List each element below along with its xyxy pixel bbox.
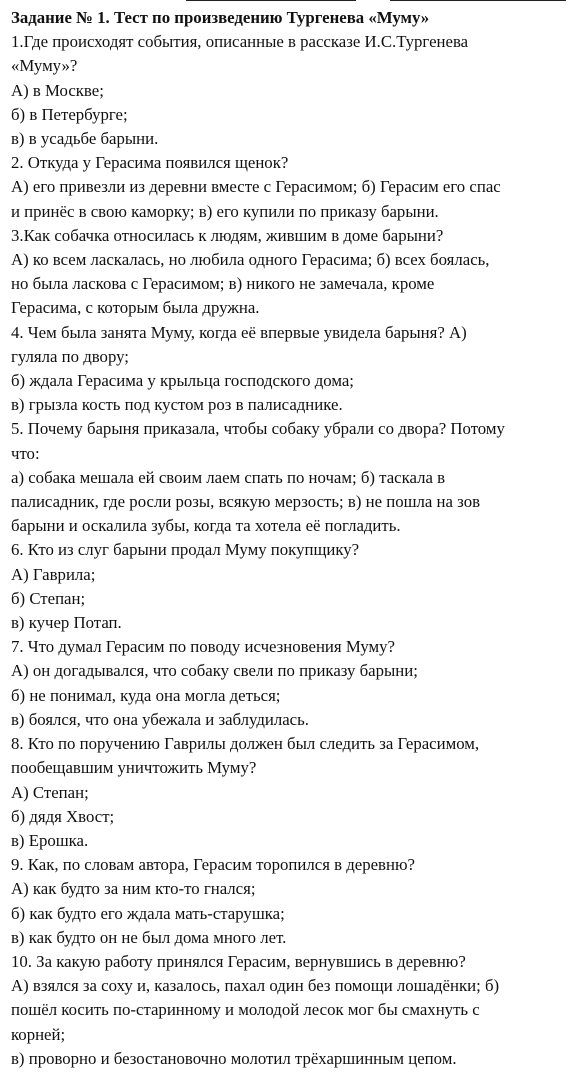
- text-line: А) он догадывался, что собаку свели по приказу барыни;: [11, 661, 418, 681]
- text-line: барыни и оскалила зубы, когда та хотела её погладить.: [11, 516, 401, 536]
- text-line: Герасима, с которым была дружна.: [11, 298, 260, 318]
- text-line: корней;: [11, 1024, 66, 1044]
- text-line: б) дядя Хвост;: [11, 806, 115, 826]
- text-line: 1.Где происходят события, описанные в рассказе И.С.Тургенева: [11, 32, 469, 52]
- text-line: б) как будто его ждала мать-старушка;: [11, 903, 285, 923]
- text-line: 9. Как, по словам автора, Герасим торопился в деревню?: [11, 855, 415, 875]
- text-line: в) как будто он не был дома много лет.: [11, 927, 287, 947]
- text-line: А) ко всем ласкалась, но любила одного Герасима; б) всех боялась,: [11, 250, 490, 270]
- text-line: палисадник, где росли розы, всякую мерзость; в) не пошла на зов: [11, 492, 481, 512]
- top-rule-right: [390, 0, 566, 1]
- text-line: 8. Кто по поручению Гаврилы должен был следить за Герасимом,: [11, 734, 480, 754]
- text-line: А) Гаврила;: [11, 564, 96, 584]
- document-body: [11, 30, 569, 1071]
- text-line: А) Степан;: [11, 782, 89, 802]
- text-line: в) кучер Потап.: [11, 613, 122, 633]
- text-line: 3.Как собачка относилась к людям, жившим в доме барыни?: [11, 225, 444, 245]
- top-rule-left: [186, 0, 356, 1]
- text-line: б) ждала Герасима у крыльца господского дома;: [11, 371, 354, 391]
- text-line: 7. Что думал Герасим по поводу исчезновения Муму?: [11, 637, 395, 657]
- text-line: но была ласкова с Герасимом; в) никого не замечала, кроме: [11, 274, 435, 294]
- text-line: в) в усадьбе барыни.: [11, 129, 159, 149]
- test-document: [11, 6, 569, 1071]
- text-line: в) Ерошка.: [11, 830, 89, 850]
- text-line: 2. Откуда у Герасима появился щенок?: [11, 153, 289, 173]
- text-line: в) грызла кость под кустом роз в палисаднике.: [11, 395, 343, 415]
- text-line: а) собака мешала ей своим лаем спать по ночам; б) таскала в: [11, 467, 446, 487]
- text-line: А) в Москве;: [11, 80, 104, 100]
- text-line: 5. Почему барыня приказала, чтобы собаку убрали со двора? Потому: [11, 419, 505, 439]
- text-line: б) не понимал, куда она могла деться;: [11, 685, 281, 705]
- document-title: Задание № 1. Тест по произведению Тургенева «Муму»: [11, 8, 430, 27]
- text-line: 4. Чем была занята Муму, когда её впервые увидела барыня? А): [11, 322, 467, 342]
- text-line: пошёл косить по-старинному и молодой лесок мог бы смахнуть с: [11, 1000, 480, 1020]
- text-line: А) как будто за ним кто-то гнался;: [11, 879, 256, 899]
- text-line: в) боялся, что она убежала и заблудилась.: [11, 709, 309, 729]
- text-line: 6. Кто из слуг барыни продал Муму покупщику?: [11, 540, 360, 560]
- text-line: «Муму»?: [11, 56, 78, 76]
- text-line: гуляла по двору;: [11, 346, 129, 366]
- text-line: что:: [11, 443, 40, 463]
- text-line: А) его привезли из деревни вместе с Герасимом; б) Герасим его спас: [11, 177, 501, 197]
- text-line: б) в Петербурге;: [11, 104, 128, 124]
- text-line: и принёс в свою каморку; в) его купили по приказу барыни.: [11, 201, 439, 221]
- text-line: в) проворно и безостановочно молотил трёхаршинным цепом.: [11, 1048, 457, 1068]
- text-line: 10. За какую работу принялся Герасим, вернувшись в деревню?: [11, 951, 466, 971]
- text-line: б) Степан;: [11, 588, 86, 608]
- text-line: А) взялся за соху и, казалось, пахал один без помощи лошадёнки; б): [11, 976, 500, 996]
- text-line: пообещавшим уничтожить Муму?: [11, 758, 257, 778]
